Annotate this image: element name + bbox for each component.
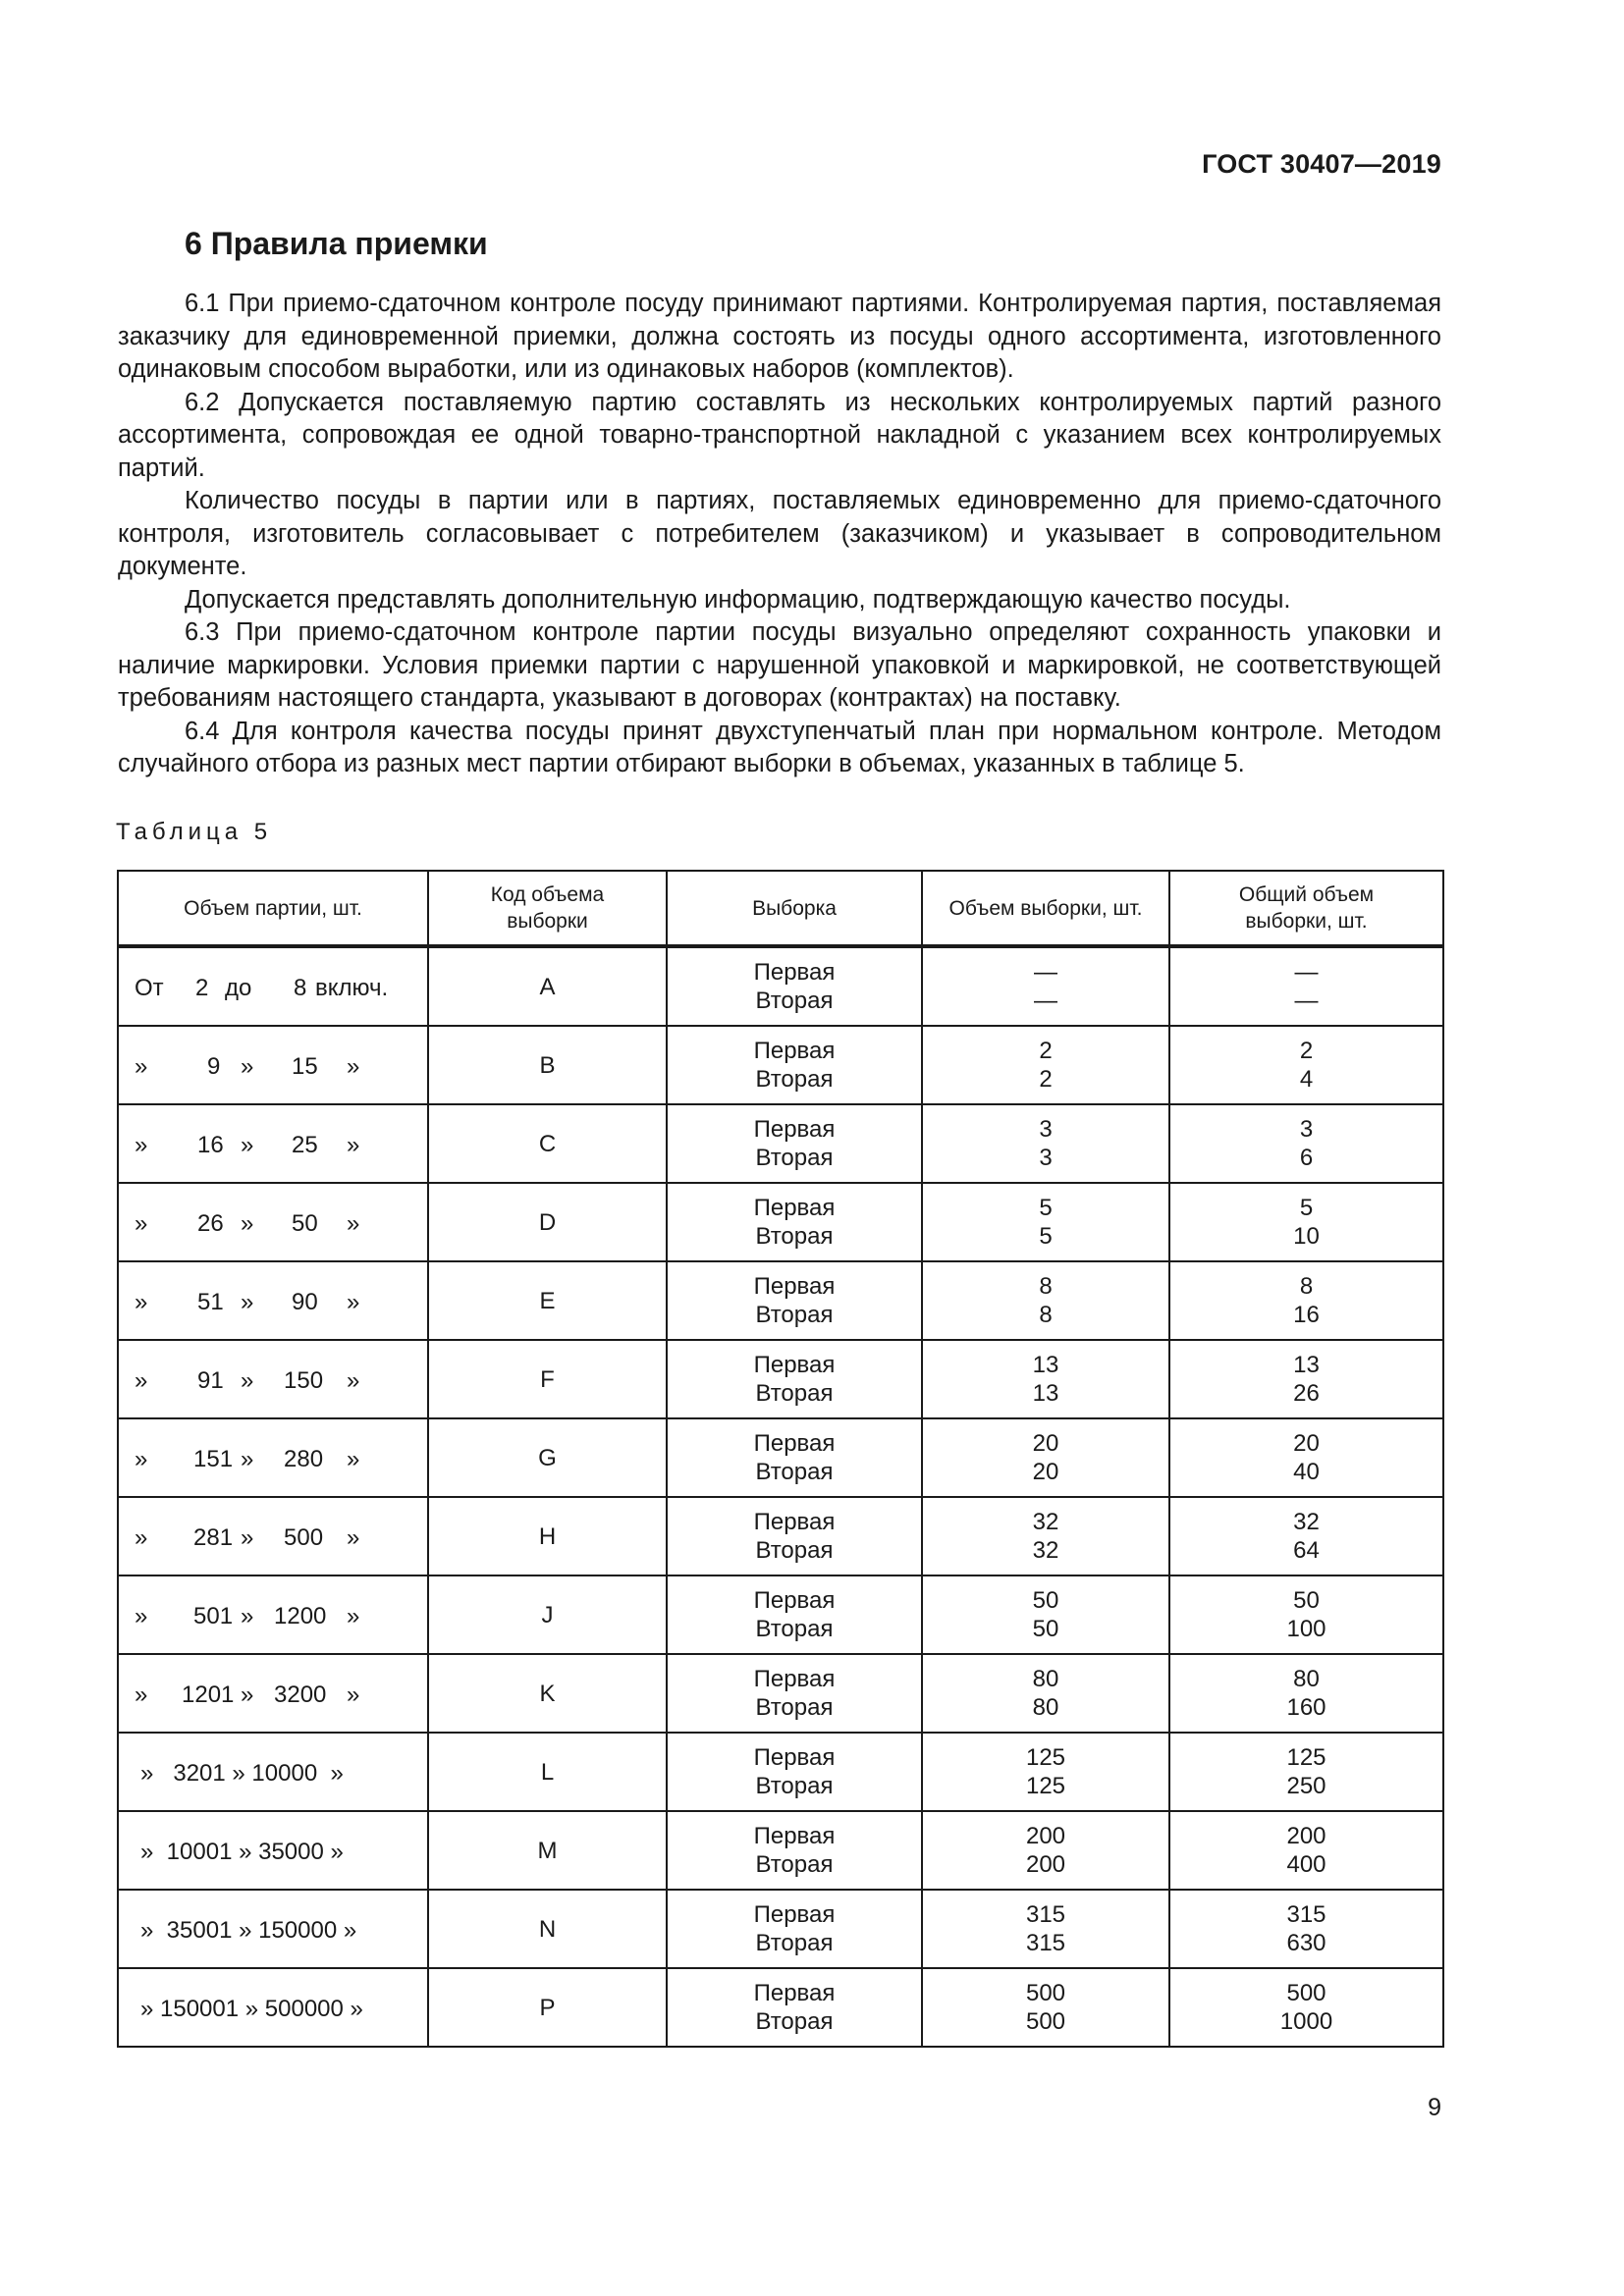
first-stage-value: 20 — [1032, 1430, 1059, 1457]
lot-size-part: 16 — [197, 1132, 224, 1158]
second-stage-value: Вторая — [755, 1145, 834, 1171]
total-size-cell — [1169, 1183, 1443, 1261]
first-stage-value: 5 — [1039, 1195, 1053, 1221]
sample-cell — [667, 1104, 922, 1183]
first-stage-value: 500 — [1025, 1980, 1066, 2006]
sample-size-cell — [922, 1104, 1169, 1183]
lot-size-part: » — [135, 1367, 148, 1394]
sample-code-cell: L — [428, 1733, 667, 1811]
first-stage-value: 80 — [1032, 1666, 1059, 1692]
first-stage-value: 3 — [1299, 1116, 1314, 1143]
paragraph-quantity: Количество посуды в партии или в партиях, поставляемых единовременно для приемо-сдаточного контроля, изготовитель согласовывает с потребителем (заказчиком) и указывает в сопроводительном документе. — [118, 487, 1441, 580]
first-stage-value: Первая — [753, 1587, 836, 1614]
paragraph-6-4: 6.4 Для контроля качества посуды принят двухступенчатый план при нормальном контроле. Методом случайного отбора из разных мест партии отбирают выборки в объемах, указанных в таблице 5. — [118, 717, 1441, 777]
lot-size-part: » — [241, 1289, 254, 1315]
second-stage-value: Вторая — [755, 1694, 834, 1721]
lot-size-part: » — [347, 1053, 360, 1080]
lot-size-part: 26 — [197, 1210, 224, 1237]
sample-cell — [667, 1890, 922, 1968]
first-stage-value: 5 — [1299, 1195, 1314, 1221]
lot-size-part: до — [225, 975, 252, 1001]
second-stage-value: Вторая — [755, 988, 834, 1014]
first-stage-value: 2 — [1299, 1038, 1314, 1064]
lot-size-part: » — [135, 1210, 148, 1237]
lot-size-part: » — [347, 1603, 360, 1629]
lot-size-part: » — [241, 1446, 254, 1472]
first-stage-value: 13 — [1293, 1352, 1320, 1378]
total-size-cell — [1169, 1575, 1443, 1654]
second-stage-value: 8 — [1039, 1302, 1053, 1328]
second-stage-value: 13 — [1032, 1380, 1059, 1407]
lot-size-part: » — [347, 1132, 360, 1158]
second-stage-value: 16 — [1293, 1302, 1320, 1328]
lot-size-part: 3200 — [274, 1682, 327, 1708]
lot-size-part: 25 — [292, 1132, 318, 1158]
sample-cell — [667, 1811, 922, 1890]
sample-cell — [667, 1575, 922, 1654]
total-size-cell — [1169, 1104, 1443, 1183]
sample-code-cell: G — [428, 1418, 667, 1497]
second-stage-value: 3 — [1039, 1145, 1053, 1171]
second-stage-value: 315 — [1025, 1930, 1066, 1956]
section-body — [118, 288, 1441, 781]
lot-size-part: 501 — [193, 1603, 234, 1629]
lot-size-part: » — [241, 1524, 254, 1551]
lot-size-text: » 150001 » 500000 » — [140, 1996, 363, 2022]
first-stage-value: Первая — [753, 959, 836, 986]
second-stage-value: 32 — [1032, 1537, 1059, 1564]
sample-size-cell — [922, 1497, 1169, 1575]
second-stage-value: 250 — [1286, 1773, 1326, 1799]
table-caption: Таблица 5 — [116, 819, 273, 845]
lot-size-part: 2 — [195, 975, 209, 1001]
first-stage-value: 8 — [1039, 1273, 1053, 1300]
first-stage-value: 315 — [1025, 1901, 1066, 1928]
sample-cell — [667, 1733, 922, 1811]
lot-size-part: » — [135, 1289, 148, 1315]
lot-size-part: 91 — [197, 1367, 224, 1394]
table-container — [117, 870, 1442, 2048]
first-stage-value: 13 — [1032, 1352, 1059, 1378]
header-sample-code: Код объема выборки — [428, 871, 667, 946]
lot-size-cell — [118, 1654, 428, 1733]
lot-size-cell — [118, 1183, 428, 1261]
sample-cell — [667, 1497, 922, 1575]
second-stage-value: 50 — [1032, 1616, 1059, 1642]
section-title: 6 Правила приемки — [185, 226, 488, 261]
first-stage-value: 80 — [1293, 1666, 1320, 1692]
lot-size-part: 1201 — [182, 1682, 235, 1708]
lot-size-text: » 35001 » 150000 » — [140, 1917, 357, 1944]
sample-size-cell — [922, 946, 1169, 1026]
second-stage-value: 26 — [1293, 1380, 1320, 1407]
second-stage-value: Вторая — [755, 1537, 834, 1564]
table-row — [118, 1811, 1443, 1890]
second-stage-value: 1000 — [1279, 2008, 1333, 2035]
sample-code-cell: E — [428, 1261, 667, 1340]
lot-size-part: » — [347, 1446, 360, 1472]
table-row — [118, 1340, 1443, 1418]
sample-size-cell — [922, 1654, 1169, 1733]
lot-size-part: 500 — [284, 1524, 324, 1551]
table-row — [118, 1890, 1443, 1968]
paragraph-6-2: 6.2 Допускается поставляемую партию составлять из нескольких контролируемых партий разного ассортимента, сопровождая ее одной товарно-транспортной накладной с указанием всех контролируемых партий. — [118, 388, 1441, 482]
first-stage-value: Первая — [753, 1430, 836, 1457]
lot-size-part: 8 — [294, 975, 307, 1001]
page-number: 9 — [1428, 2094, 1441, 2121]
first-stage-value: Первая — [753, 1744, 836, 1771]
sample-code-cell: B — [428, 1026, 667, 1104]
lot-size-cell — [118, 1261, 428, 1340]
table-row — [118, 1026, 1443, 1104]
sample-code-cell: N — [428, 1890, 667, 1968]
lot-size-part: » — [135, 1524, 148, 1551]
second-stage-value: 5 — [1039, 1223, 1053, 1250]
total-size-cell — [1169, 1811, 1443, 1890]
sample-size-cell — [922, 1575, 1169, 1654]
lot-size-part: 50 — [292, 1210, 318, 1237]
second-stage-value: — — [1294, 988, 1319, 1014]
second-stage-value: 64 — [1293, 1537, 1320, 1564]
first-stage-value: 500 — [1286, 1980, 1326, 2006]
sample-code-cell: A — [428, 946, 667, 1026]
lot-size-part: 15 — [292, 1053, 318, 1080]
first-stage-value: 8 — [1299, 1273, 1314, 1300]
lot-size-part: 151 — [193, 1446, 234, 1472]
lot-size-part: » — [347, 1524, 360, 1551]
total-size-cell — [1169, 1418, 1443, 1497]
sample-code-cell: D — [428, 1183, 667, 1261]
first-stage-value: Первая — [753, 1038, 836, 1064]
total-size-cell — [1169, 1654, 1443, 1733]
lot-size-part: » — [347, 1289, 360, 1315]
lot-size-part: 9 — [207, 1053, 221, 1080]
sample-code-cell: F — [428, 1340, 667, 1418]
lot-size-part: 51 — [197, 1289, 224, 1315]
paragraph-6-1: 6.1 При приемо-сдаточном контроле посуду принимают партиями. Контролируемая партия, поставляемая заказчику для единовременной приемки, должна состоять из посуды одного ассортимента, изготовленного одинаковым способом выработки, или из одинаковых наборов (комплектов). — [118, 290, 1441, 383]
first-stage-value: — — [1034, 959, 1057, 986]
lot-size-cell — [118, 1811, 428, 1890]
lot-size-part: 150 — [284, 1367, 324, 1394]
lot-size-part: 1200 — [274, 1603, 327, 1629]
sample-code-cell: C — [428, 1104, 667, 1183]
sample-code-cell: J — [428, 1575, 667, 1654]
first-stage-value: 50 — [1032, 1587, 1059, 1614]
lot-size-cell — [118, 946, 428, 1026]
sample-cell — [667, 1968, 922, 2047]
second-stage-value: 100 — [1286, 1616, 1326, 1642]
second-stage-value: 4 — [1299, 1066, 1314, 1093]
lot-size-text: » 10001 » 35000 » — [140, 1839, 344, 1865]
header-sample-size: Объем выборки, шт. — [922, 871, 1169, 946]
first-stage-value: 20 — [1293, 1430, 1320, 1457]
table-row — [118, 946, 1443, 1026]
paragraph-additional-info: Допускается представлять дополнительную информацию, подтверждающую качество посуды. — [185, 585, 1291, 614]
second-stage-value: 200 — [1025, 1851, 1066, 1878]
header-total-sample-size: Общий объем выборки, шт. — [1169, 871, 1443, 946]
second-stage-value: Вторая — [755, 1616, 834, 1642]
second-stage-value: Вторая — [755, 1930, 834, 1956]
lot-size-cell — [118, 1575, 428, 1654]
lot-size-part: » — [347, 1210, 360, 1237]
lot-size-part: » — [135, 1053, 148, 1080]
lot-size-cell — [118, 1104, 428, 1183]
second-stage-value: — — [1034, 988, 1057, 1014]
total-size-cell — [1169, 1026, 1443, 1104]
first-stage-value: 125 — [1286, 1744, 1326, 1771]
lot-size-cell — [118, 1340, 428, 1418]
table-row — [118, 1575, 1443, 1654]
lot-size-part: » — [347, 1367, 360, 1394]
second-stage-value: 400 — [1286, 1851, 1326, 1878]
total-size-cell — [1169, 1733, 1443, 1811]
sample-cell — [667, 1654, 922, 1733]
lot-size-part: 281 — [193, 1524, 234, 1551]
header-lot-size: Объем партии, шт. — [118, 871, 428, 946]
second-stage-value: 40 — [1293, 1459, 1320, 1485]
second-stage-value: Вторая — [755, 1302, 834, 1328]
sample-code-cell: K — [428, 1654, 667, 1733]
second-stage-value: 80 — [1032, 1694, 1059, 1721]
second-stage-value: 630 — [1286, 1930, 1326, 1956]
sampling-plan-table — [117, 870, 1444, 2048]
lot-size-cell — [118, 1497, 428, 1575]
total-size-cell — [1169, 1261, 1443, 1340]
sample-cell — [667, 1183, 922, 1261]
lot-size-cell — [118, 1026, 428, 1104]
total-size-cell — [1169, 946, 1443, 1026]
lot-size-part: » — [241, 1210, 254, 1237]
second-stage-value: Вторая — [755, 1066, 834, 1093]
table-header-row — [118, 871, 1443, 946]
lot-size-part: » — [241, 1603, 254, 1629]
lot-size-part: » — [241, 1053, 254, 1080]
second-stage-value: 500 — [1025, 2008, 1066, 2035]
first-stage-value: — — [1294, 959, 1319, 986]
lot-size-part: » — [347, 1682, 360, 1708]
second-stage-value: Вторая — [755, 2008, 834, 2035]
table-row — [118, 1497, 1443, 1575]
first-stage-value: 125 — [1025, 1744, 1066, 1771]
sample-cell — [667, 1026, 922, 1104]
first-stage-value: 200 — [1025, 1823, 1066, 1849]
first-stage-value: 32 — [1293, 1509, 1320, 1535]
table-row — [118, 1183, 1443, 1261]
total-size-cell — [1169, 1968, 1443, 2047]
second-stage-value: Вторая — [755, 1380, 834, 1407]
second-stage-value: 2 — [1039, 1066, 1053, 1093]
lot-size-text: » 3201 » 10000 » — [140, 1760, 344, 1787]
table-row — [118, 1654, 1443, 1733]
lot-size-part: » — [135, 1603, 148, 1629]
table-row — [118, 1261, 1443, 1340]
second-stage-value: Вторая — [755, 1773, 834, 1799]
lot-size-part: 280 — [284, 1446, 324, 1472]
table-row — [118, 1733, 1443, 1811]
lot-size-part: » — [241, 1132, 254, 1158]
lot-size-part: » — [135, 1132, 148, 1158]
total-size-cell — [1169, 1497, 1443, 1575]
sample-cell — [667, 1418, 922, 1497]
sample-cell — [667, 1340, 922, 1418]
first-stage-value: 50 — [1293, 1587, 1320, 1614]
sample-cell — [667, 946, 922, 1026]
total-size-cell — [1169, 1890, 1443, 1968]
lot-size-part: » — [135, 1682, 148, 1708]
sample-size-cell — [922, 1968, 1169, 2047]
second-stage-value: Вторая — [755, 1851, 834, 1878]
lot-size-part: » — [241, 1682, 254, 1708]
table-row — [118, 1418, 1443, 1497]
second-stage-value: 160 — [1286, 1694, 1326, 1721]
first-stage-value: 3 — [1039, 1116, 1053, 1143]
first-stage-value: 2 — [1039, 1038, 1053, 1064]
lot-size-part: » — [241, 1367, 254, 1394]
first-stage-value: Первая — [753, 1195, 836, 1221]
sample-size-cell — [922, 1733, 1169, 1811]
lot-size-part: От — [135, 975, 164, 1001]
sample-size-cell — [922, 1811, 1169, 1890]
second-stage-value: 125 — [1025, 1773, 1066, 1799]
document-code: ГОСТ 30407—2019 — [1202, 149, 1441, 179]
table-row — [118, 1968, 1443, 2047]
sample-size-cell — [922, 1890, 1169, 1968]
second-stage-value: Вторая — [755, 1223, 834, 1250]
sample-size-cell — [922, 1261, 1169, 1340]
first-stage-value: Первая — [753, 1823, 836, 1849]
sample-size-cell — [922, 1026, 1169, 1104]
total-size-cell — [1169, 1340, 1443, 1418]
first-stage-value: Первая — [753, 1509, 836, 1535]
first-stage-value: 200 — [1286, 1823, 1326, 1849]
sample-size-cell — [922, 1183, 1169, 1261]
lot-size-cell — [118, 1968, 428, 2047]
paragraph-6-3: 6.3 При приемо-сдаточном контроле партии посуды визуально определяют сохранность упаковки и наличие маркировки. Условия приемки партии с нарушенной упаковкой и маркировкой, не соответствующей требованиям настоящего стандарта, указывают в договорах (контрактах) на поставку. — [118, 618, 1441, 712]
lot-size-cell — [118, 1733, 428, 1811]
lot-size-cell — [118, 1890, 428, 1968]
lot-size-part: 90 — [292, 1289, 318, 1315]
second-stage-value: 10 — [1293, 1223, 1320, 1250]
first-stage-value: Первая — [753, 1666, 836, 1692]
first-stage-value: Первая — [753, 1273, 836, 1300]
second-stage-value: 20 — [1032, 1459, 1059, 1485]
sample-size-cell — [922, 1340, 1169, 1418]
first-stage-value: Первая — [753, 1116, 836, 1143]
table-row — [118, 1104, 1443, 1183]
first-stage-value: Первая — [753, 1352, 836, 1378]
sample-size-cell — [922, 1418, 1169, 1497]
second-stage-value: Вторая — [755, 1459, 834, 1485]
sample-code-cell: M — [428, 1811, 667, 1890]
lot-size-cell — [118, 1418, 428, 1497]
lot-size-part: включ. — [315, 975, 389, 1001]
lot-size-part: » — [135, 1446, 148, 1472]
second-stage-value: 6 — [1299, 1145, 1314, 1171]
header-sample: Выборка — [667, 871, 922, 946]
first-stage-value: Первая — [753, 1901, 836, 1928]
first-stage-value: 32 — [1032, 1509, 1059, 1535]
first-stage-value: 315 — [1286, 1901, 1326, 1928]
sample-code-cell: H — [428, 1497, 667, 1575]
sample-code-cell: P — [428, 1968, 667, 2047]
first-stage-value: Первая — [753, 1980, 836, 2006]
sample-cell — [667, 1261, 922, 1340]
